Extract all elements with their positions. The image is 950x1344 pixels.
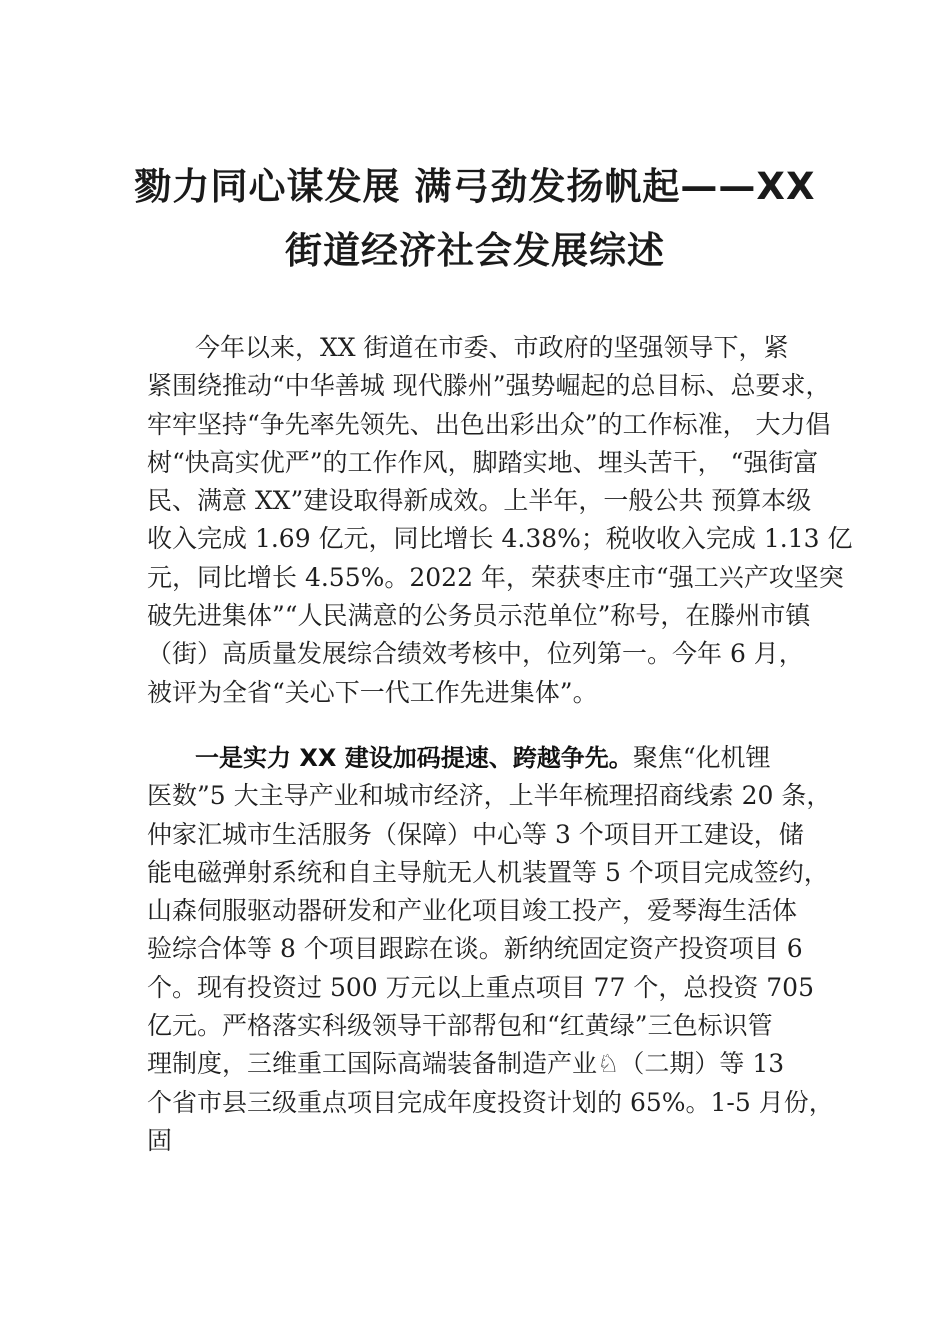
paragraph-line: 亿元。严格落实科级领导干部帮包和“红黄绿”三色标识管 xyxy=(147,1011,773,1041)
paragraph-first-line xyxy=(147,739,837,777)
paragraph-line: 收入完成 1.69 亿元，同比增长 4.38%；税收收入完成 1.13 亿 xyxy=(147,524,853,554)
paragraph-line: 能电磁弹射系统和自主导航无人机装置等 5 个项目完成签约， xyxy=(147,857,829,887)
paragraph-line: 紧围绕推动“中华善城 现代滕州”强势崛起的总目标、总要求， xyxy=(147,371,831,401)
paragraph-line: 树“快高实优严”的工作作风，脚踏实地、埋头苦干， “强街富 xyxy=(147,447,819,477)
paragraph-first-line-text: 聚焦“化机锂 xyxy=(632,743,771,772)
paragraph-section-one xyxy=(147,739,837,1160)
document-title-line-2: 街道经济社会发展综述 xyxy=(285,229,665,272)
paragraph-line: 被评为全省“关心下一代工作先进集体”。 xyxy=(147,677,598,707)
paragraph-line: （街）高质量发展综合绩效考核中，位列第一。今年 6 月， xyxy=(147,639,804,669)
paragraph-line: 民、满意 XX”建设取得新成效。上半年，一般公共 预算本级 xyxy=(147,486,812,516)
document-title-line-1: 勠力同心谋发展 满弓劲发扬帆起——XX xyxy=(134,165,816,208)
paragraph-line: 个省市县三级重点项目完成年度投资计划的 65%。1-5 月份， xyxy=(147,1087,834,1117)
paragraph-line: 固 xyxy=(147,1125,173,1155)
paragraph-line: 个。现有投资过 500 万元以上重点项目 77 个，总投资 705 xyxy=(147,972,814,1002)
paragraph-line: 牢牢坚持“争先率先领先、出色出彩出众”的工作标准， 大力倡 xyxy=(147,409,831,439)
paragraph-line: 仲家汇城市生活服务（保障）中心等 3 个项目开工建设，储 xyxy=(147,819,804,849)
paragraph-line: 山森伺服驱动器研发和产业化项目竣工投产，爱琴海生活体 xyxy=(147,896,798,926)
section-lead-heading: 一是实力 XX 建设加码提速、跨越争先。 xyxy=(195,744,633,772)
paragraph-line: 破先进集体”“人民满意的公务员示范单位”称号，在滕州市镇 xyxy=(147,601,811,631)
paragraph-line: 元，同比增长 4.55%。2022 年，荣获枣庄市“强工兴产攻坚突 xyxy=(147,562,844,592)
paragraph-line: 医数”5 大主导产业和城市经济，上半年梳理招商线索 20 条， xyxy=(147,781,832,811)
paragraph-line: 理制度，三维重工国际高端装备制造产业♘（二期）等 13 xyxy=(147,1049,785,1079)
paragraph-intro xyxy=(147,329,853,712)
paragraph-line: 验综合体等 8 个项目跟踪在谈。新纳统固定资产投资项目 6 xyxy=(147,934,803,964)
paragraph-line: 今年以来，XX 街道在市委、市政府的坚强领导下，紧 xyxy=(195,333,789,362)
